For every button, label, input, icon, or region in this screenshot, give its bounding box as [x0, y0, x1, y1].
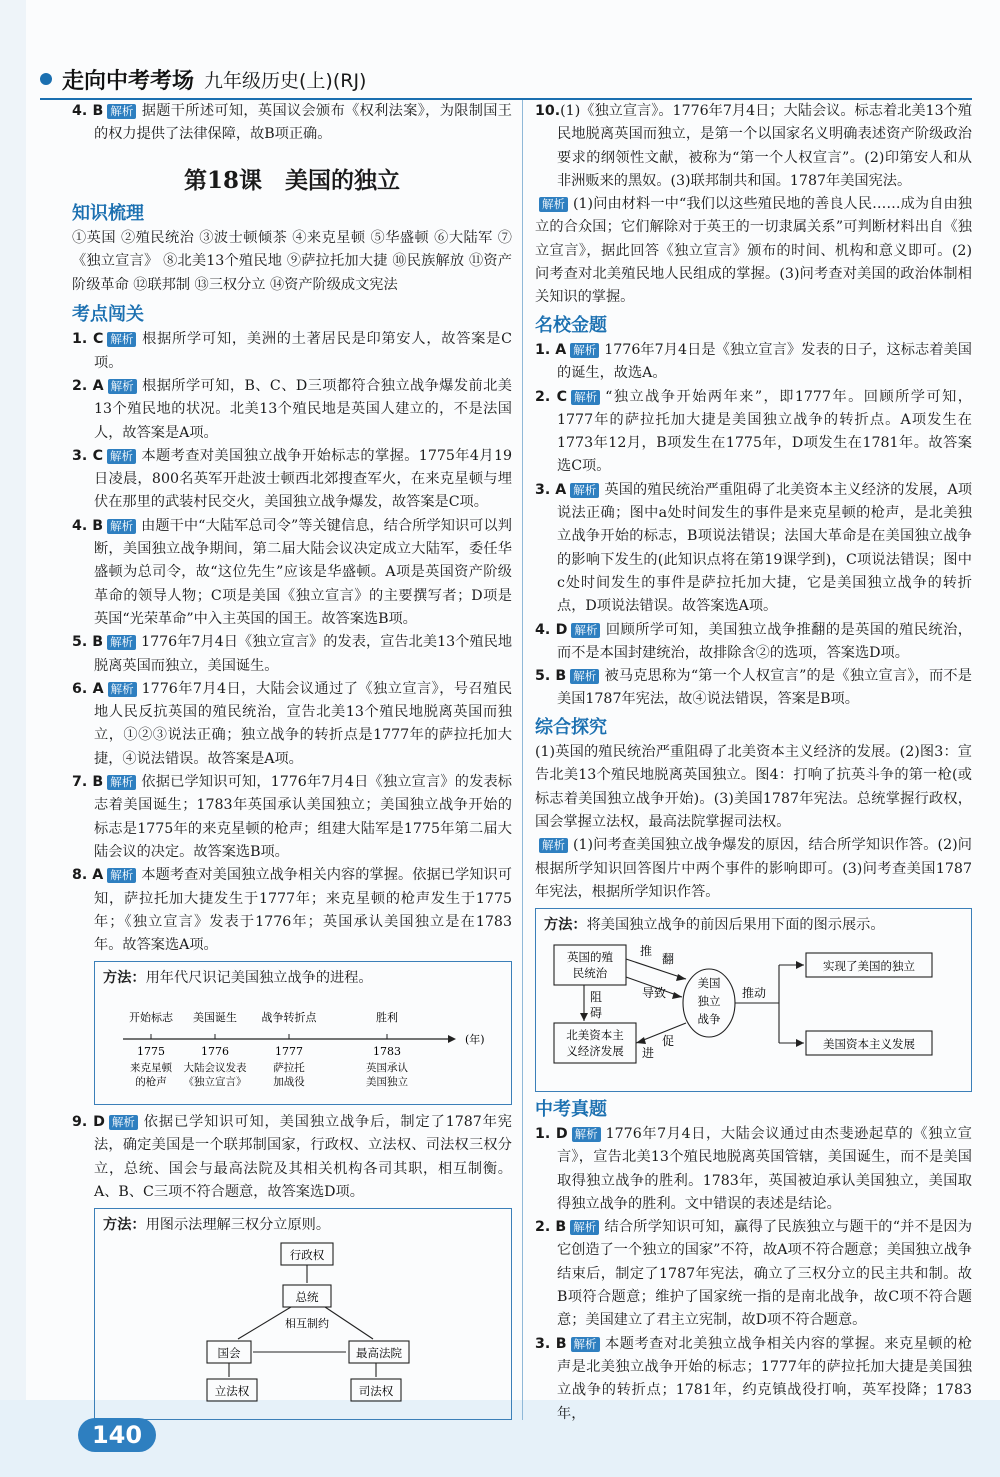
book-title: 走向中考考场	[62, 67, 195, 94]
exam-item-list	[72, 328, 512, 957]
analysis-tag: 解析	[107, 332, 136, 347]
analysis-tag: 解析	[109, 1115, 138, 1130]
timeline-year-label: 1777	[275, 1044, 303, 1058]
timeline-year-label: 1775	[137, 1044, 165, 1058]
analysis-tag: 解析	[539, 197, 568, 212]
timeline-detail-line1: 来克星顿	[130, 1061, 172, 1074]
method-label: 方法：	[103, 1217, 146, 1234]
answer-item: 1. C 解析 根据所学可知，美洲的土著居民是印第安人，故答案是C项。	[72, 331, 512, 371]
real-item-list	[535, 1123, 972, 1426]
answer-item: 10.(1)《独立宣言》。1776年7月4日；大陆会议。标志着北美13个殖民地脱离英国而独立，是第一个以国家名义明确表述资产阶级政治要求的纲领性文献，被称为“第一个人权宣言”。(2)印第安人和从非洲贩来的黑奴。(3)联邦制共和国。1787年美国宪法。	[535, 103, 972, 189]
answer-item: 5. B 解析 1776年7月4日《独立宣言》的发表，宣告北美13个殖民地脱离英国而独立，美国诞生。	[72, 634, 513, 674]
school-item-list	[535, 339, 972, 712]
econ-node-line1: 北美资本主	[566, 1028, 624, 1043]
page-number: 140	[78, 1418, 156, 1452]
separation-of-powers-diagram	[103, 1237, 503, 1405]
timeline-detail-line2: 的枪声	[135, 1075, 167, 1088]
method-text: 用年代尺识记美国独立战争的进程。	[145, 970, 373, 987]
method-box-causes	[535, 908, 972, 1092]
war-node-line3: 战争	[697, 1012, 721, 1027]
analysis-tag: 解析	[107, 449, 136, 464]
legis-node: 立法权	[214, 1384, 250, 1399]
answer-item: 6. A 解析 1776年7月4日，大陆会议通过了《独立宣言》，号召殖民地人民反抗英国的殖民统治，宣告北美13个殖民地脱离英国而独立，①②③说法正确；独立战争的转折点是1777年的萨拉托加大捷，④说法错误。故答案是A项。	[72, 680, 513, 767]
analysis-tag: 解析	[571, 1337, 600, 1352]
timeline-detail-line2: 美国独立	[366, 1075, 408, 1088]
analysis-tag: 解析	[571, 390, 600, 405]
analysis-tag: 解析	[107, 868, 136, 883]
president-node: 总统	[295, 1290, 319, 1305]
analysis-tag: 解析	[570, 343, 599, 358]
section-heading-school: 名校金题	[535, 314, 607, 336]
timeline-event-label: 美国诞生	[193, 1010, 237, 1024]
war-node-line1: 美国	[697, 976, 721, 991]
judicial-node: 司法权	[358, 1384, 394, 1399]
overthrow-label-1: 推	[640, 944, 653, 959]
column-divider	[522, 100, 523, 1420]
answer-item: 7. B 解析 依据已学知识可知，1776年7月4日《独立宣言》的发表标志着美国诞生；1783年英国承认美国独立；美国独立战争开始的标志是1775年的来克星顿的枪声；组建大陆军是1775年第二届大陆会议的决定。故答案选B项。	[72, 774, 512, 860]
section-heading-exam: 考点闯关	[72, 304, 144, 326]
answer-item: 2. B 解析 结合所学知识可知，赢得了民族独立与题干的“并不是因为它创造了一个独立的国家”不符，故A项不符合题意；美国独立战争结束后，制定了1787年宪法，确立了三权分立的民主共和制。故B项符合题意；维护了国家统一指的是南北战争，故C项不符合题意；美国建立了君主立宪制，故D项不符合题意。	[535, 1219, 973, 1329]
overthrow-label-2: 翻	[662, 952, 675, 967]
analysis-tag: 解析	[107, 635, 136, 650]
court-node: 最高法院	[356, 1346, 402, 1361]
answer-item: 1. A 解析 1776年7月4日是《独立宣言》发表的日子，这标志着美国的诞生，故选A。	[535, 341, 972, 382]
answer-item: 9. D 解析 依据已学知识可知，美国独立战争后，制定了1787年宪法，确定美国是一个联邦制国家，行政权、立法权、司法权三权分立，总统、国会与最高法院及其相关机构各司其职，相互制衡。A、B、C三项不符合题意，故答案选D项。	[72, 1113, 512, 1200]
answer-item: 4. D 解析 回顾所学可知，美国独立战争推翻的是英国的殖民统治，而不是本国封建统治，故排除含②的选项，答案选D项。	[535, 621, 972, 661]
answer-item: 3. A 解析 英国的殖民统治严重阻碍了北美资本主义经济的发展，A项说法正确；图中a处时间发生的事件是来克星顿的枪声，是北美独立战争开始的标志，B项说法错误；法国大革命是在美国独立战争的影响下发生的(此知识点将在第19课学到)，C项说法错误；图中c处时间发生的事件是萨拉托加大捷，它是美国独立战争的转折点，D项说法错误。故答案选A项。	[535, 481, 973, 615]
timeline-year-label: 1776	[201, 1044, 229, 1058]
method-label: 方法：	[103, 970, 146, 987]
econ-node-line2: 义经济发展	[566, 1044, 624, 1059]
running-header	[40, 62, 520, 96]
explore-analysis: 解析 (1)问考查美国独立战争爆发的原因，结合所学知识作答。(2)问根据所学知识回答图片中两个事件的影响即可。(3)问考查美国1787年宪法，根据所学知识作答。	[535, 837, 972, 900]
war-node-line2: 独立	[697, 994, 721, 1009]
promote-label-1: 促	[662, 1034, 675, 1049]
analysis-tag: 解析	[570, 669, 599, 684]
timeline-detail-line1: 大陆会议发表	[183, 1061, 247, 1074]
answer-item: 2. A 解析 根据所学可知，B、C、D三项都符合独立战争爆发前北美13个殖民地的状况。北美13个殖民地是英国人建立的，不是法国人，故答案是A项。	[72, 377, 512, 441]
left-column	[72, 100, 512, 1426]
timeline-year-label: 1783	[373, 1044, 401, 1058]
analysis-tag: 解析	[571, 623, 600, 638]
independence-node: 实现了美国的独立	[823, 959, 915, 974]
timeline-detail-line2: 《独立宣言》	[183, 1075, 247, 1088]
promote-label-2: 进	[642, 1046, 655, 1061]
analysis-tag: 解析	[107, 104, 136, 119]
analysis-tag: 解析	[570, 1220, 599, 1235]
lead-label: 导致	[642, 986, 667, 1001]
book-subtitle: 九年级历史(上)(RJ)	[204, 69, 367, 92]
timeline-unit: (年)	[465, 1032, 485, 1046]
analysis-tag: 解析	[108, 682, 137, 697]
timeline-diagram	[103, 991, 503, 1091]
analysis-tag: 解析	[107, 775, 136, 790]
section-heading-explore: 综合探究	[535, 716, 607, 738]
timeline-detail-line1: 英国承认	[366, 1061, 408, 1074]
answer-item: 8. A 解析 本题考查对美国独立战争相关内容的掌握。依据已学知识可知，萨拉托加大捷发生于1777年；来克星顿的枪声发生于1775年；《独立宣言》发表于1776年；英国承认美国独立是在1783年。故答案选A项。	[72, 867, 512, 954]
section-heading-real: 中考真题	[535, 1098, 607, 1120]
colonial-node-line1: 英国的殖	[567, 950, 613, 965]
cause-effect-diagram	[544, 937, 954, 1077]
answer-item: 4. B 解析 据题干所述可知，英国议会颁布《权利法案》，为限制国王的权力提供了法律保障，故B项正确。	[72, 103, 512, 143]
mutual-label: 相互制约	[285, 1317, 329, 1331]
congress-node: 国会	[217, 1346, 241, 1361]
answer-item: 3. B 解析 本题考查对北美独立战争相关内容的掌握。来克星顿的枪声是北美独立战争开始的标志；1777年的萨拉托加大捷是美国独立战争的转折点；1781年，约克镇战役打响，英军投降；1783年，	[535, 1335, 972, 1422]
timeline-detail-line2: 加战役	[273, 1075, 305, 1088]
timeline-arrow	[448, 1035, 456, 1043]
capitalism-node: 美国资本主义发展	[823, 1037, 915, 1052]
method-box-timeline	[94, 961, 512, 1105]
answer-item: 5. B 解析 被马克思称为“第一个人权宣言”的是《独立宣言》，而不是美国1787年宪法，故④说法错误，答案是B项。	[535, 668, 972, 708]
timeline-event-label: 胜利	[376, 1010, 398, 1024]
exec-node: 行政权	[289, 1248, 325, 1263]
method-label: 方法：	[544, 917, 587, 934]
page-edge-band	[0, 0, 26, 1477]
colonial-node-line2: 民统治	[572, 966, 608, 981]
item10-analysis: 解析 (1)问由材料一中“我们以这些殖民地的善良人民……成为自由独立的合众国；它们解除对于英王的一切隶属关系”可判断材料出自《独立宣言》，据此回答《独立宣言》颁布的时间、机构和意义即可。(2)问考查对北美殖民地人民组成的掌握。(3)问考查对美国的政治体制相关知识的掌握。	[535, 196, 972, 306]
answer-item: 1. D 解析 1776年7月4日，大陆会议通过由杰斐逊起草的《独立宣言》，宣告北美13个殖民地脱离英国管辖，美国诞生，而不是美国取得独立战争的胜利。1783年，英国被迫承认美国独立，美国取得独立战争的胜利。文中错误的表述是结论。	[535, 1125, 972, 1212]
hinder-label-2: 碍	[590, 1006, 603, 1021]
answer-item: 4. B 解析 由题干中“大陆军总司令”等关键信息，结合所学知识可以判断，美国独立战争期间，第二届大陆会议决定成立大陆军，委任华盛顿为总司令，故“这位先生”应该是华盛顿。A项是英国资产阶级革命的领导人物；C项是美国《独立宣言》的主要撰写者；D项是英国“光荣革命”中入主英国的国王。故答案选B项。	[72, 517, 512, 627]
method-box-separation	[94, 1208, 512, 1420]
lesson-title: 第18课 美国的独立	[183, 166, 400, 194]
timeline-event-label: 战争转折点	[261, 1010, 317, 1024]
analysis-tag: 解析	[108, 379, 137, 394]
explore-answer: (1)英国的殖民统治严重阻碍了北美资本主义经济的发展。(2)图3：宣告北美13个殖民地脱离英国独立。图4：打响了抗英斗争的第一枪(或标志着美国独立战争开始)。(3)美国1787年宪法。总统掌握行政权，国会掌握立法权，最高法院掌握司法权。	[535, 744, 972, 830]
analysis-tag: 解析	[539, 838, 568, 853]
section-heading-knowledge: 知识梳理	[72, 202, 144, 224]
bullet-icon	[40, 73, 52, 85]
answer-item: 3. C 解析 本题考查对美国独立战争开始标志的掌握。1775年4月19日凌晨，800名英军开赴波士顿西北郊搜查军火，在来克星顿与埋伏在那里的武装村民交火，美国独立战争爆发，故答案是C项。	[72, 447, 512, 511]
hinder-label-1: 阻	[590, 990, 603, 1005]
knowledge-summary: ①英国 ②殖民统治 ③波士顿倾茶 ④来克星顿 ⑤华盛顿 ⑥大陆军 ⑦《独立宣言》 ⑧北美13个殖民地 ⑨萨拉托加大捷 ⑩民族解放 ⑪资产阶级革命 ⑫联邦制 ⑬三权分立 ⑭资产阶级成文宪法	[72, 230, 512, 293]
method-text: 用图示法理解三权分立原则。	[145, 1217, 331, 1234]
timeline-event-label: 开始标志	[129, 1010, 173, 1024]
method-text: 将美国独立战争的前因后果用下面的图示展示。	[586, 917, 885, 934]
push-label: 推动	[742, 986, 767, 1001]
analysis-tag: 解析	[107, 519, 136, 534]
right-column	[535, 100, 972, 1426]
answer-item: 2. C 解析 “独立战争开始两年来”，即1777年。回顾所学可知，1777年的萨拉托加大捷是美国独立战争的转折点。A项发生在1773年12月，B项发生在1775年，D项发生在1781年。故答案选C项。	[535, 388, 972, 475]
analysis-tag: 解析	[570, 483, 599, 498]
analysis-tag: 解析	[572, 1127, 601, 1142]
timeline-detail-line1: 萨拉托	[273, 1061, 305, 1074]
